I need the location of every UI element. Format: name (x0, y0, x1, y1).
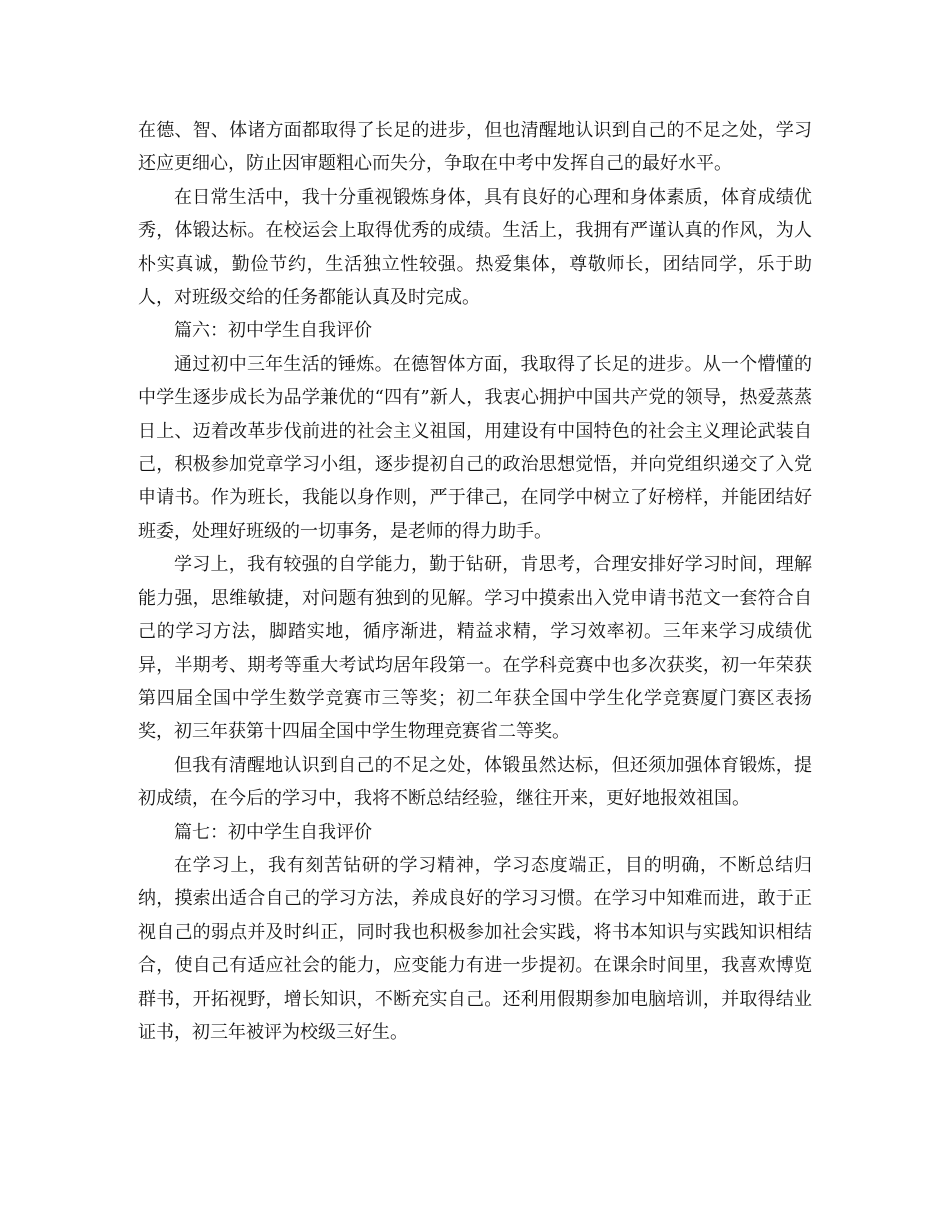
section-heading-6: 篇六：初中学生自我评价 (174, 320, 372, 342)
paragraph-1: 在德、智、体诸方面都取得了长足的进步，但也清醒地认识到自己的不足之处，学习还应更细心，防止因审题粗心而失分，争取在中考中发挥自己的最好水平。 (138, 120, 812, 175)
paragraph-6: 在学习上，我有刻苦钻研的学习精神，学习态度端正，目的明确，不断总结归纳，摸索出适合自己的学习方法，养成良好的学习习惯。在学习中知难而进，敢于正视自己的弱点并及时纠正，同时我也积极参加社会实践，将书本知识与实践知识相结合，使自己有适应社会的能力，应变能力有进一步提初。在课余时间里，我喜欢博览群书，开拓视野，增长知识，不断充实自己。还利用假期参加电脑培训，并取得结业证书，初三年被评为校级三好生。 (138, 854, 812, 1043)
paragraph-5: 但我有清醒地认识到自己的不足之处，体锻虽然达标，但还须加强体育锻炼，提初成绩，在今后的学习中，我将不断总结经验，继往开来，更好地报效祖国。 (138, 754, 812, 810)
section-heading-7: 篇七：初中学生自我评价 (174, 821, 372, 843)
document-body (138, 114, 812, 1049)
paragraph-2: 在日常生活中，我十分重视锻炼身体，具有良好的心理和身体素质，体育成绩优秀，体锻达标。在校运会上取得优秀的成绩。生活上，我拥有严谨认真的作风，为人朴实真诚，勤俭节约，生活独立性较强。热爱集体，尊敬师长，团结同学，乐于助人，对班级交给的任务都能认真及时完成。 (138, 186, 812, 309)
paragraph-3: 通过初中三年生活的锤炼。在德智体方面，我取得了长足的进步。从一个懵懂的中学生逐步成长为品学兼优的“四有”新人，我衷心拥护中国共产党的领导，热爱蒸蒸日上、迈着改革步伐前进的社会主义祖国，用建设有中国特色的社会主义理论武装自己，积极参加党章学习小组，逐步提初自己的政治思想觉悟，并向党组织递交了入党申请书。作为班长，我能以身作则，严于律己，在同学中树立了好榜样，并能团结好班委，处理好班级的一切事务，是老师的得力助手。 (138, 353, 812, 542)
paragraph-4: 学习上，我有较强的自学能力，勤于钻研，肯思考，合理安排好学习时间，理解能力强，思维敏捷，对问题有独到的见解。学习中摸索出入党申请书范文一套符合自己的学习方法，脚踏实地，循序渐进，精益求精，学习效率初。三年来学习成绩优异，半期考、期考等重大考试均居年段第一。在学科竞赛中也多次获奖，初一年荣获第四届全国中学生数学竞赛市三等奖；初二年获全国中学生化学竞赛厦门赛区表扬奖，初三年获第十四届全国中学生物理竞赛省二等奖。 (138, 554, 812, 743)
